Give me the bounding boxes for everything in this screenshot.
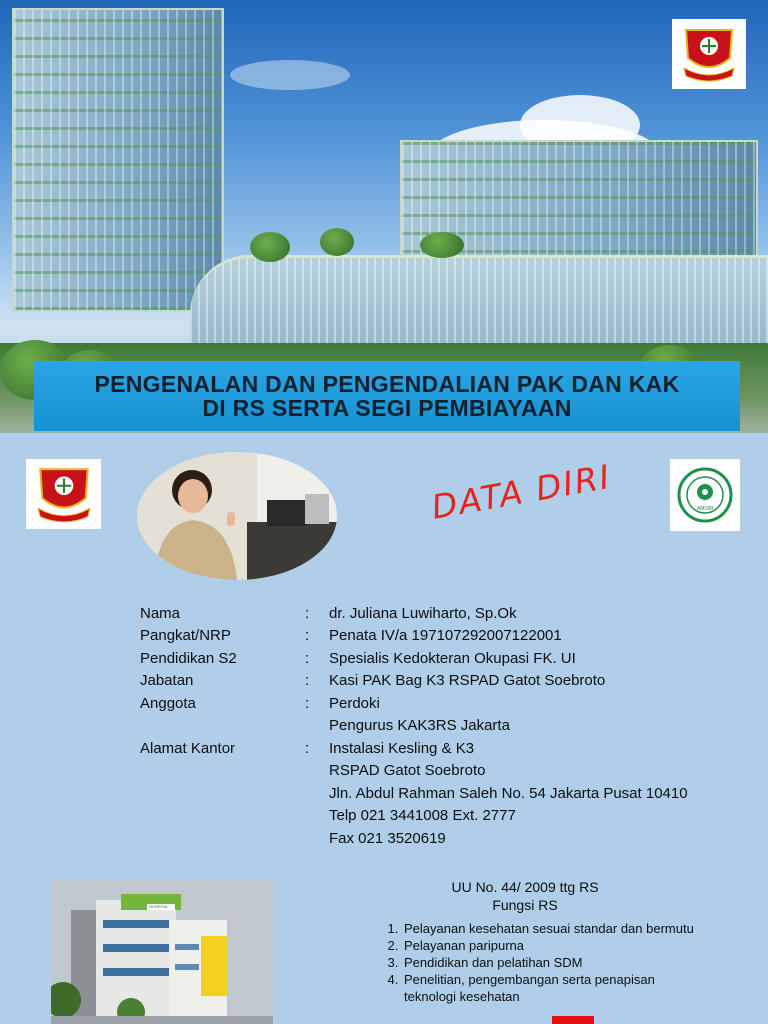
bio-row bbox=[140, 625, 760, 648]
bio-row bbox=[140, 760, 760, 783]
tree bbox=[250, 232, 290, 262]
bio-colon: : bbox=[305, 604, 310, 622]
bio-label: Nama bbox=[140, 604, 181, 622]
title-line-1: PENGENALAN DAN PENGENDALIAN PAK DAN KAK bbox=[94, 371, 680, 397]
bio-colon: : bbox=[305, 649, 310, 667]
association-logo-icon bbox=[676, 466, 734, 524]
functions-list bbox=[380, 920, 710, 1005]
bio-label: Anggota bbox=[140, 694, 196, 712]
bio-table bbox=[140, 602, 760, 850]
tree bbox=[320, 228, 354, 256]
army-emblem bbox=[26, 459, 101, 529]
function-item: 4. Penelitian, pengembangan serta penapisan teknologi kesehatan bbox=[402, 971, 710, 1005]
tree bbox=[420, 232, 464, 258]
army-emblem-icon bbox=[32, 463, 96, 525]
uu-section bbox=[380, 878, 710, 1005]
bio-row bbox=[140, 670, 760, 693]
bio-row bbox=[140, 647, 760, 670]
association-logo-text: AMOBI bbox=[696, 506, 714, 512]
bio-value: Penata IV/a 197107292007122001 bbox=[329, 627, 562, 645]
bio-row bbox=[140, 715, 760, 738]
hospital-sign: HOSPITAL bbox=[149, 904, 169, 909]
function-item: 3. Pendidikan dan pelatihan SDM bbox=[402, 954, 710, 971]
function-item: 1. Pelayanan kesehatan sesuai standar dan bermutu bbox=[402, 920, 710, 937]
red-accent-bar bbox=[552, 1016, 594, 1024]
bio-row bbox=[140, 805, 760, 828]
bio-value: RSPAD Gatot Soebroto bbox=[329, 762, 486, 780]
bio-row bbox=[140, 827, 760, 850]
association-logo bbox=[670, 459, 740, 531]
cloud bbox=[230, 60, 350, 90]
office-tower bbox=[12, 8, 224, 312]
bio-value: Spesialis Kedokteran Okupasi FK. UI bbox=[329, 649, 576, 667]
uu-subtitle: Fungsi RS bbox=[492, 897, 558, 913]
bio-row bbox=[140, 692, 760, 715]
bio-colon: : bbox=[305, 627, 310, 645]
bio-value: Fax 021 3520619 bbox=[329, 829, 446, 847]
title-slide bbox=[0, 0, 768, 433]
bio-colon: : bbox=[305, 694, 310, 712]
bio-value: Jln. Abdul Rahman Saleh No. 54 Jakarta Pusat 10410 bbox=[329, 784, 688, 802]
function-item: 2. Pelayanan paripurna bbox=[402, 937, 710, 954]
bio-value: Pengurus KAK3RS Jakarta bbox=[329, 717, 510, 735]
title-banner bbox=[34, 361, 740, 431]
bio-colon: : bbox=[305, 672, 310, 690]
army-emblem-icon bbox=[678, 24, 740, 84]
bio-label: Alamat Kantor bbox=[140, 739, 236, 757]
uu-title: UU No. 44/ 2009 ttg RS bbox=[451, 879, 599, 895]
data-diri-heading: DATA DIRI bbox=[428, 456, 615, 527]
bio-value: dr. Juliana Luwiharto, Sp.Ok bbox=[329, 604, 517, 622]
bio-label: Pendidikan S2 bbox=[140, 649, 237, 667]
bio-colon: : bbox=[305, 739, 310, 757]
bio-value: Perdoki bbox=[329, 694, 380, 712]
bio-row bbox=[140, 782, 760, 805]
bio-row bbox=[140, 737, 760, 760]
bio-value: Instalasi Kesling & K3 bbox=[329, 739, 475, 757]
bio-value: Telp 021 3441008 Ext. 2777 bbox=[329, 807, 516, 825]
hospital-illustration bbox=[51, 880, 273, 1024]
bio-row bbox=[140, 602, 760, 625]
army-emblem bbox=[672, 19, 746, 89]
bio-label: Jabatan bbox=[140, 672, 194, 690]
portrait-photo bbox=[137, 452, 337, 580]
bio-value: Kasi PAK Bag K3 RSPAD Gatot Soebroto bbox=[329, 672, 606, 690]
title-line-2: DI RS SERTA SEGI PEMBIAYAAN bbox=[202, 395, 572, 421]
bio-label: Pangkat/NRP bbox=[140, 627, 231, 645]
